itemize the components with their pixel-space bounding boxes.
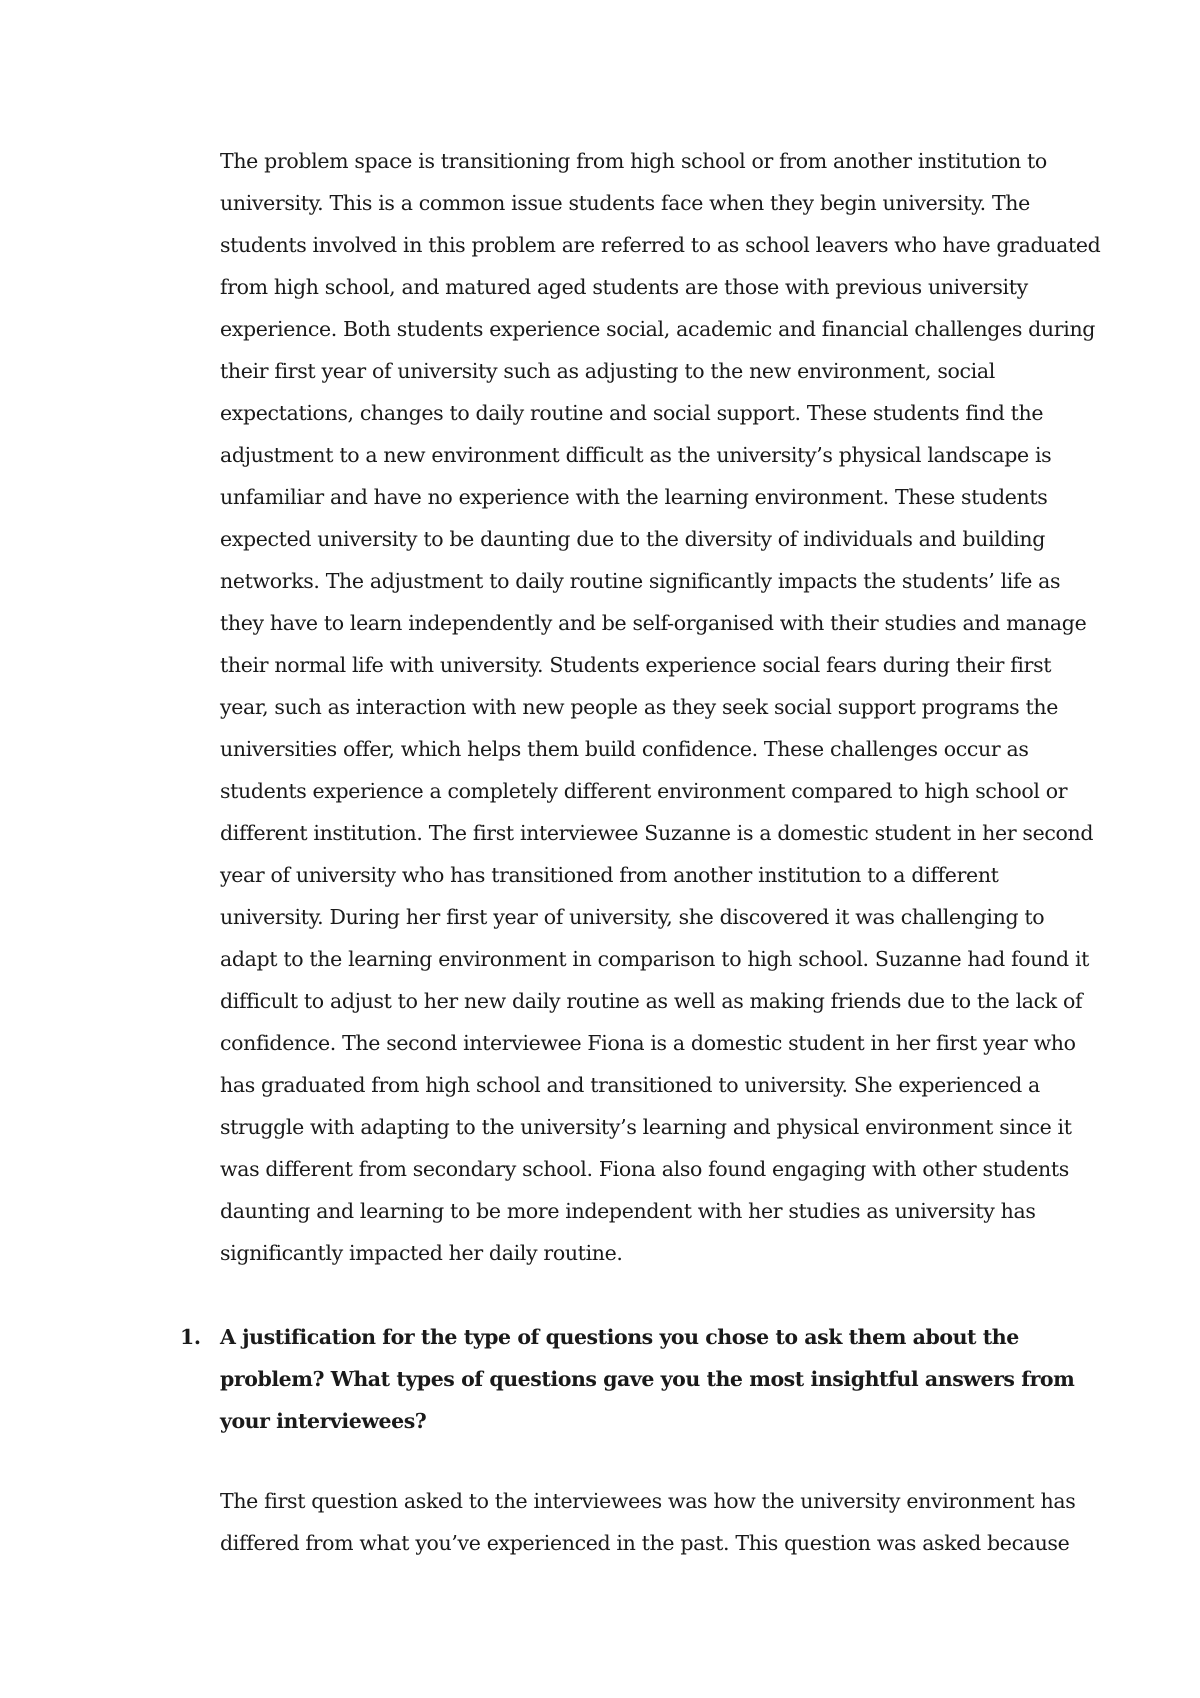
question-line: your interviewees? (220, 1409, 427, 1433)
paragraph-line: unfamiliar and have no experience with the learning environment. These students (220, 485, 1048, 509)
question-text (220, 1316, 1080, 1442)
paragraph-line: networks. The adjustment to daily routine significantly impacts the students’ life as (220, 569, 1061, 593)
paragraph-line: year, such as interaction with new people as they seek social support programs the (220, 695, 1059, 719)
question-number: 1. (180, 1325, 201, 1349)
paragraph-line: difficult to adjust to her new daily routine as well as making friends due to the lack of (220, 989, 1083, 1013)
paragraph-line: expected university to be daunting due to the diversity of individuals and building (220, 527, 1045, 551)
paragraph-line: different institution. The first interviewee Suzanne is a domestic student in her second (220, 821, 1094, 845)
paragraph-line: university. This is a common issue students face when they begin university. The (220, 191, 1030, 215)
paragraph-line: was different from secondary school. Fiona also found engaging with other students (220, 1157, 1069, 1181)
paragraph-line: adjustment to a new environment difficult as the university’s physical landscape is (220, 443, 1052, 467)
paragraph-line: from high school, and matured aged students are those with previous university (220, 275, 1028, 299)
paragraph-line: students experience a completely different environment compared to high school or (220, 779, 1068, 803)
question-heading (180, 1316, 1080, 1442)
paragraph-line: has graduated from high school and transitioned to university. She experienced a (220, 1073, 1040, 1097)
paragraph-line: they have to learn independently and be self-organised with their studies and manage (220, 611, 1087, 635)
paragraph-line: their first year of university such as adjusting to the new environment, social (220, 359, 995, 383)
question-line: problem? What types of questions gave you the most insightful answers from (220, 1367, 1075, 1391)
paragraph-line: experience. Both students experience social, academic and financial challenges during (220, 317, 1096, 341)
paragraph-line: The problem space is transitioning from high school or from another institution to (220, 149, 1047, 173)
paragraph-line: daunting and learning to be more independent with her studies as university has (220, 1199, 1036, 1223)
paragraph-line: university. During her first year of university, she discovered it was challenging to (220, 905, 1045, 929)
paragraph-line: struggle with adapting to the university’s learning and physical environment since it (220, 1115, 1072, 1139)
paragraph-line: differed from what you’ve experienced in the past. This question was asked because (220, 1531, 1070, 1555)
paragraph-line: students involved in this problem are referred to as school leavers who have graduated (220, 233, 1101, 257)
intro-paragraph (220, 140, 1101, 1274)
paragraph-line: their normal life with university. Students experience social fears during their first (220, 653, 1052, 677)
paragraph-line: The first question asked to the interviewees was how the university environment has (220, 1489, 1076, 1513)
paragraph-line: confidence. The second interviewee Fiona is a domestic student in her first year who (220, 1031, 1076, 1055)
question-line: A justification for the type of questions you chose to ask them about the (220, 1325, 1019, 1349)
paragraph-line: expectations, changes to daily routine and social support. These students find the (220, 401, 1044, 425)
paragraph-line: adapt to the learning environment in comparison to high school. Suzanne had found it (220, 947, 1090, 971)
paragraph-line: universities offer, which helps them build confidence. These challenges occur as (220, 737, 1029, 761)
paragraph-line: year of university who has transitioned from another institution to a different (220, 863, 999, 887)
answer-paragraph (220, 1480, 1080, 1564)
paragraph-line: significantly impacted her daily routine. (220, 1241, 623, 1265)
